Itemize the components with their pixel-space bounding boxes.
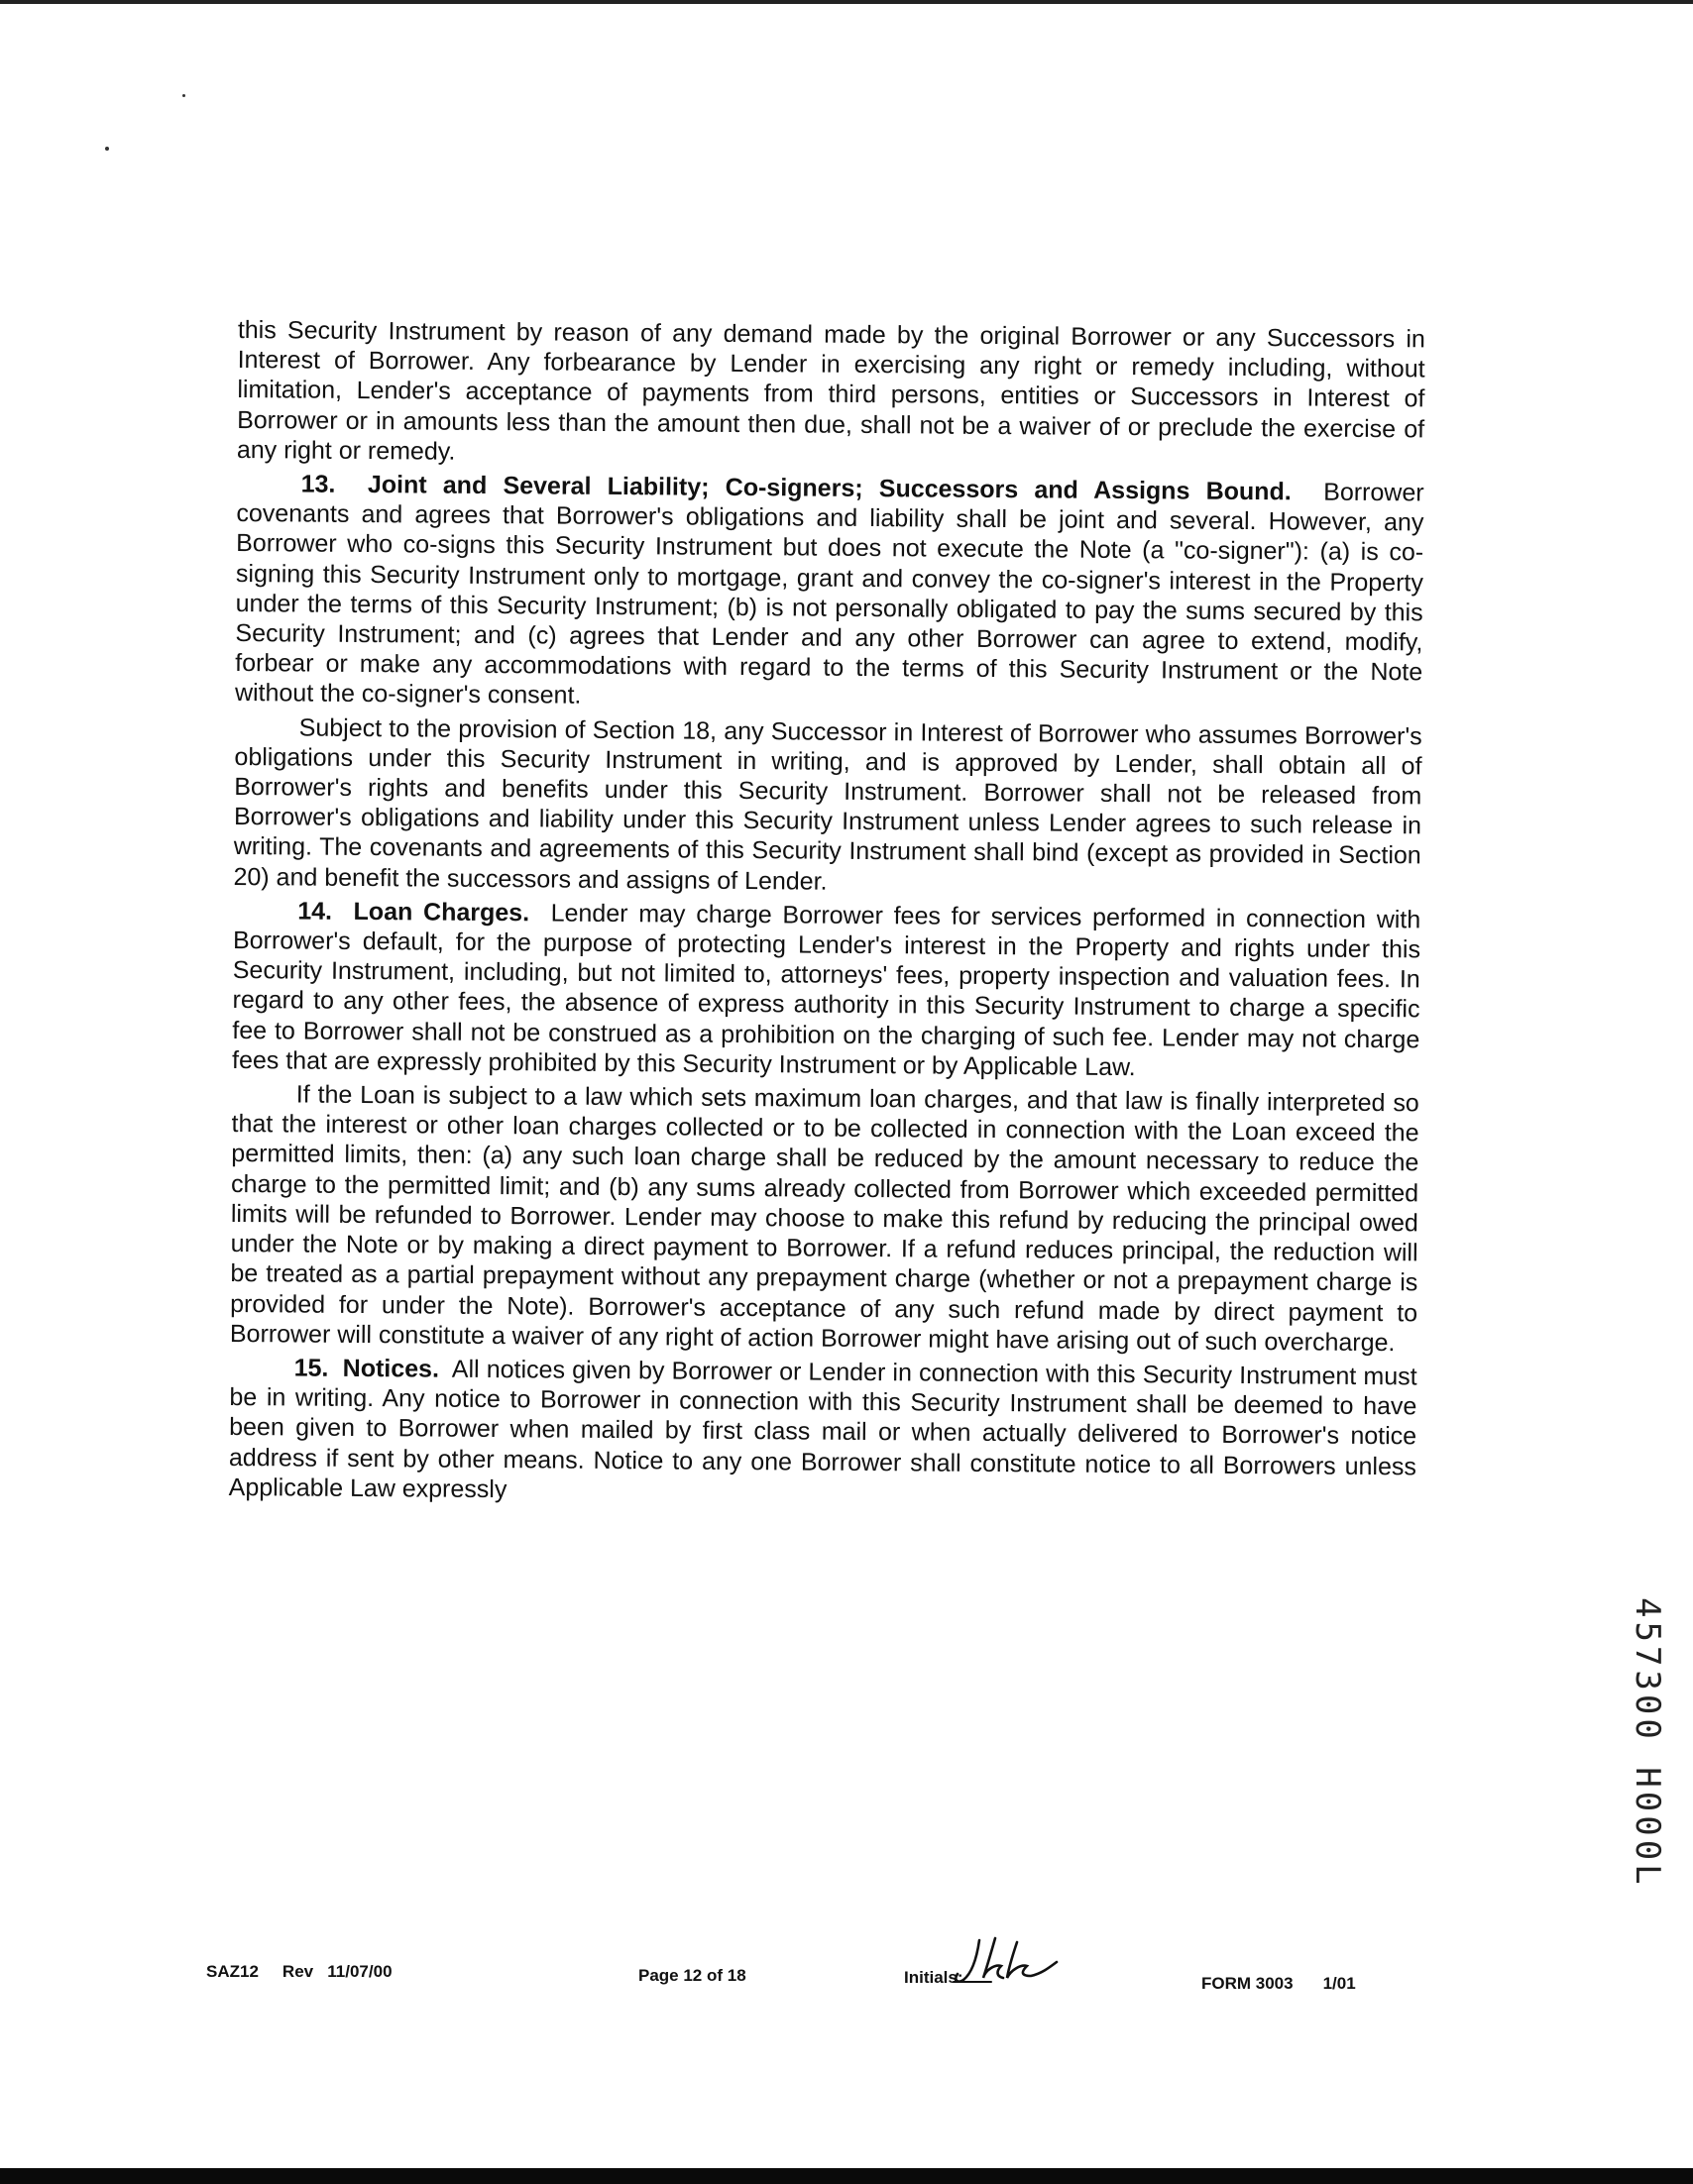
footer-form-number [1201,1974,1356,1994]
top-scan-edge [0,0,1693,4]
footer-rev-label: Rev [282,1962,314,1981]
section-13-heading: Joint and Several Liability; Co-signers; Successors and Assigns Bound. [367,471,1292,506]
section-15-number: 15. [293,1354,329,1382]
margin-stamp-text: 457300 H000L [1628,1597,1667,1889]
footer-form-number-text: FORM 3003 [1201,1974,1294,1993]
section-14-heading: Loan Charges. [353,897,530,928]
bottom-scan-edge [0,2168,1693,2184]
section-15-paragraph-1 [229,1353,1417,1511]
footer-form-code: SAZ12 [206,1962,259,1981]
handwritten-initials-signature [952,1932,1061,1992]
document-body [229,315,1425,1515]
section-14-paragraph-1 [232,896,1420,1085]
section-13-text: Borrower covenants and agrees that Borrower's obligations and liability shall be joint and several. However, any Borrower who co-signs this Security Instrument but does not execute the Note (a "co-signer"): (a) is co-signing this Security Instrument only to mortgage, grant and convey the co-signer's interest in the Property under the terms of this Security Instrument; (b) is not personally obligated to pay the sums secured by this Security Instrument; and (c) agrees that Lender and any other Borrower can agree to extend, modify, forbear or make any accommodations with regard to the terms of this Security Instrument or the Note without the co-signer's consent. [234,478,1424,710]
section-13-paragraph-2: Subject to the provision of Section 18, any Successor in Interest of Borrower who assumes Borrower's obligations under this Security Instrument in writing, and is approved by Lender, shall obtain all of Borrower's rights and benefits under this Security Instrument. Borrower shall not be released from Borrower's obligations and liability under this Security Instrument unless Lender agrees to such release in writing. The covenants and agreements of this Security Instrument shall bind (except as provided in Section 20) and benefit the successors and assigns of Lender. [233,713,1422,896]
footer-initials-label: Initials: [904,1968,963,1987]
scan-speck [105,147,109,151]
section-15-heading: Notices. [342,1354,440,1383]
footer-page-number: Page 12 of 18 [638,1966,746,1985]
section-14-number: 14. [297,897,333,926]
footer-rev-date: 11/07/00 [327,1962,393,1981]
intro-paragraph: this Security Instrument by reason of any demand made by the original Borrower or any Successors in Interest of Borrower. Any forbearance by Lender in exercising any right or remedy including, without limitation, Lender's acceptance of payments from third persons, entities or Successors in Interest of Borrower or in amounts less than the amount then due, shall not be a waiver of or preclude the exercise of any right or remedy. [236,315,1425,466]
footer-form-date: 1/01 [1322,1974,1356,1993]
section-14-paragraph-2: If the Loan is subject to a law which sets maximum loan charges, and that law is finally interpreted so that the interest or other loan charges collected or to be collected in connection with the Loan exceed the permitted limits, then: (a) any such loan charge shall be reduced by the amount necessary to reduce the charge to the permitted limit; and (b) any sums already collected from Borrower which exceeded permitted limits will be refunded to Borrower. Lender may choose to make this refund by reducing the principal owed under the Note or by making a direct payment to Borrower. If a refund reduces principal, the reduction will be treated as a partial prepayment without any prepayment charge (whether or not a prepayment charge is provided for under the Note). Borrower's acceptance of any such refund made by direct payment to Borrower will constitute a waiver of any right of action Borrower might have arising out of such overcharge. [229,1080,1419,1357]
section-13-number: 13. [300,470,336,498]
margin-stamp [1628,1597,1673,1889]
scan-speck [182,94,185,97]
section-13-paragraph-1 [235,469,1424,717]
section-14-text: Lender may charge Borrower fees for services performed in connection with Borrower's default, for the purpose of protecting Lender's interest in the Property and rights under this Security Instrument, including, but not limited to, attorneys' fees, property inspection and valuation fees. In regard to any other fees, the absence of express authority in this Security Instrument to charge a specific fee to Borrower shall not be construed as a prohibition on the charging of such fee. Lender may not charge fees that are expressly prohibited by this Security Instrument or by Applicable Law. [231,899,1421,1082]
section-15-text: All notices given by Borrower or Lender in connection with this Security Instrument must be in writing. Any notice to Borrower in connection with this Security Instrument shall be deemed to have been given to Borrower when mailed by first class mail or when actually delivered to Borrower's notice address if sent by other means. Notice to any one Borrower shall constitute notice to all Borrowers unless Applicable Law expressly [228,1355,1417,1503]
footer-form-info [206,1962,393,1982]
